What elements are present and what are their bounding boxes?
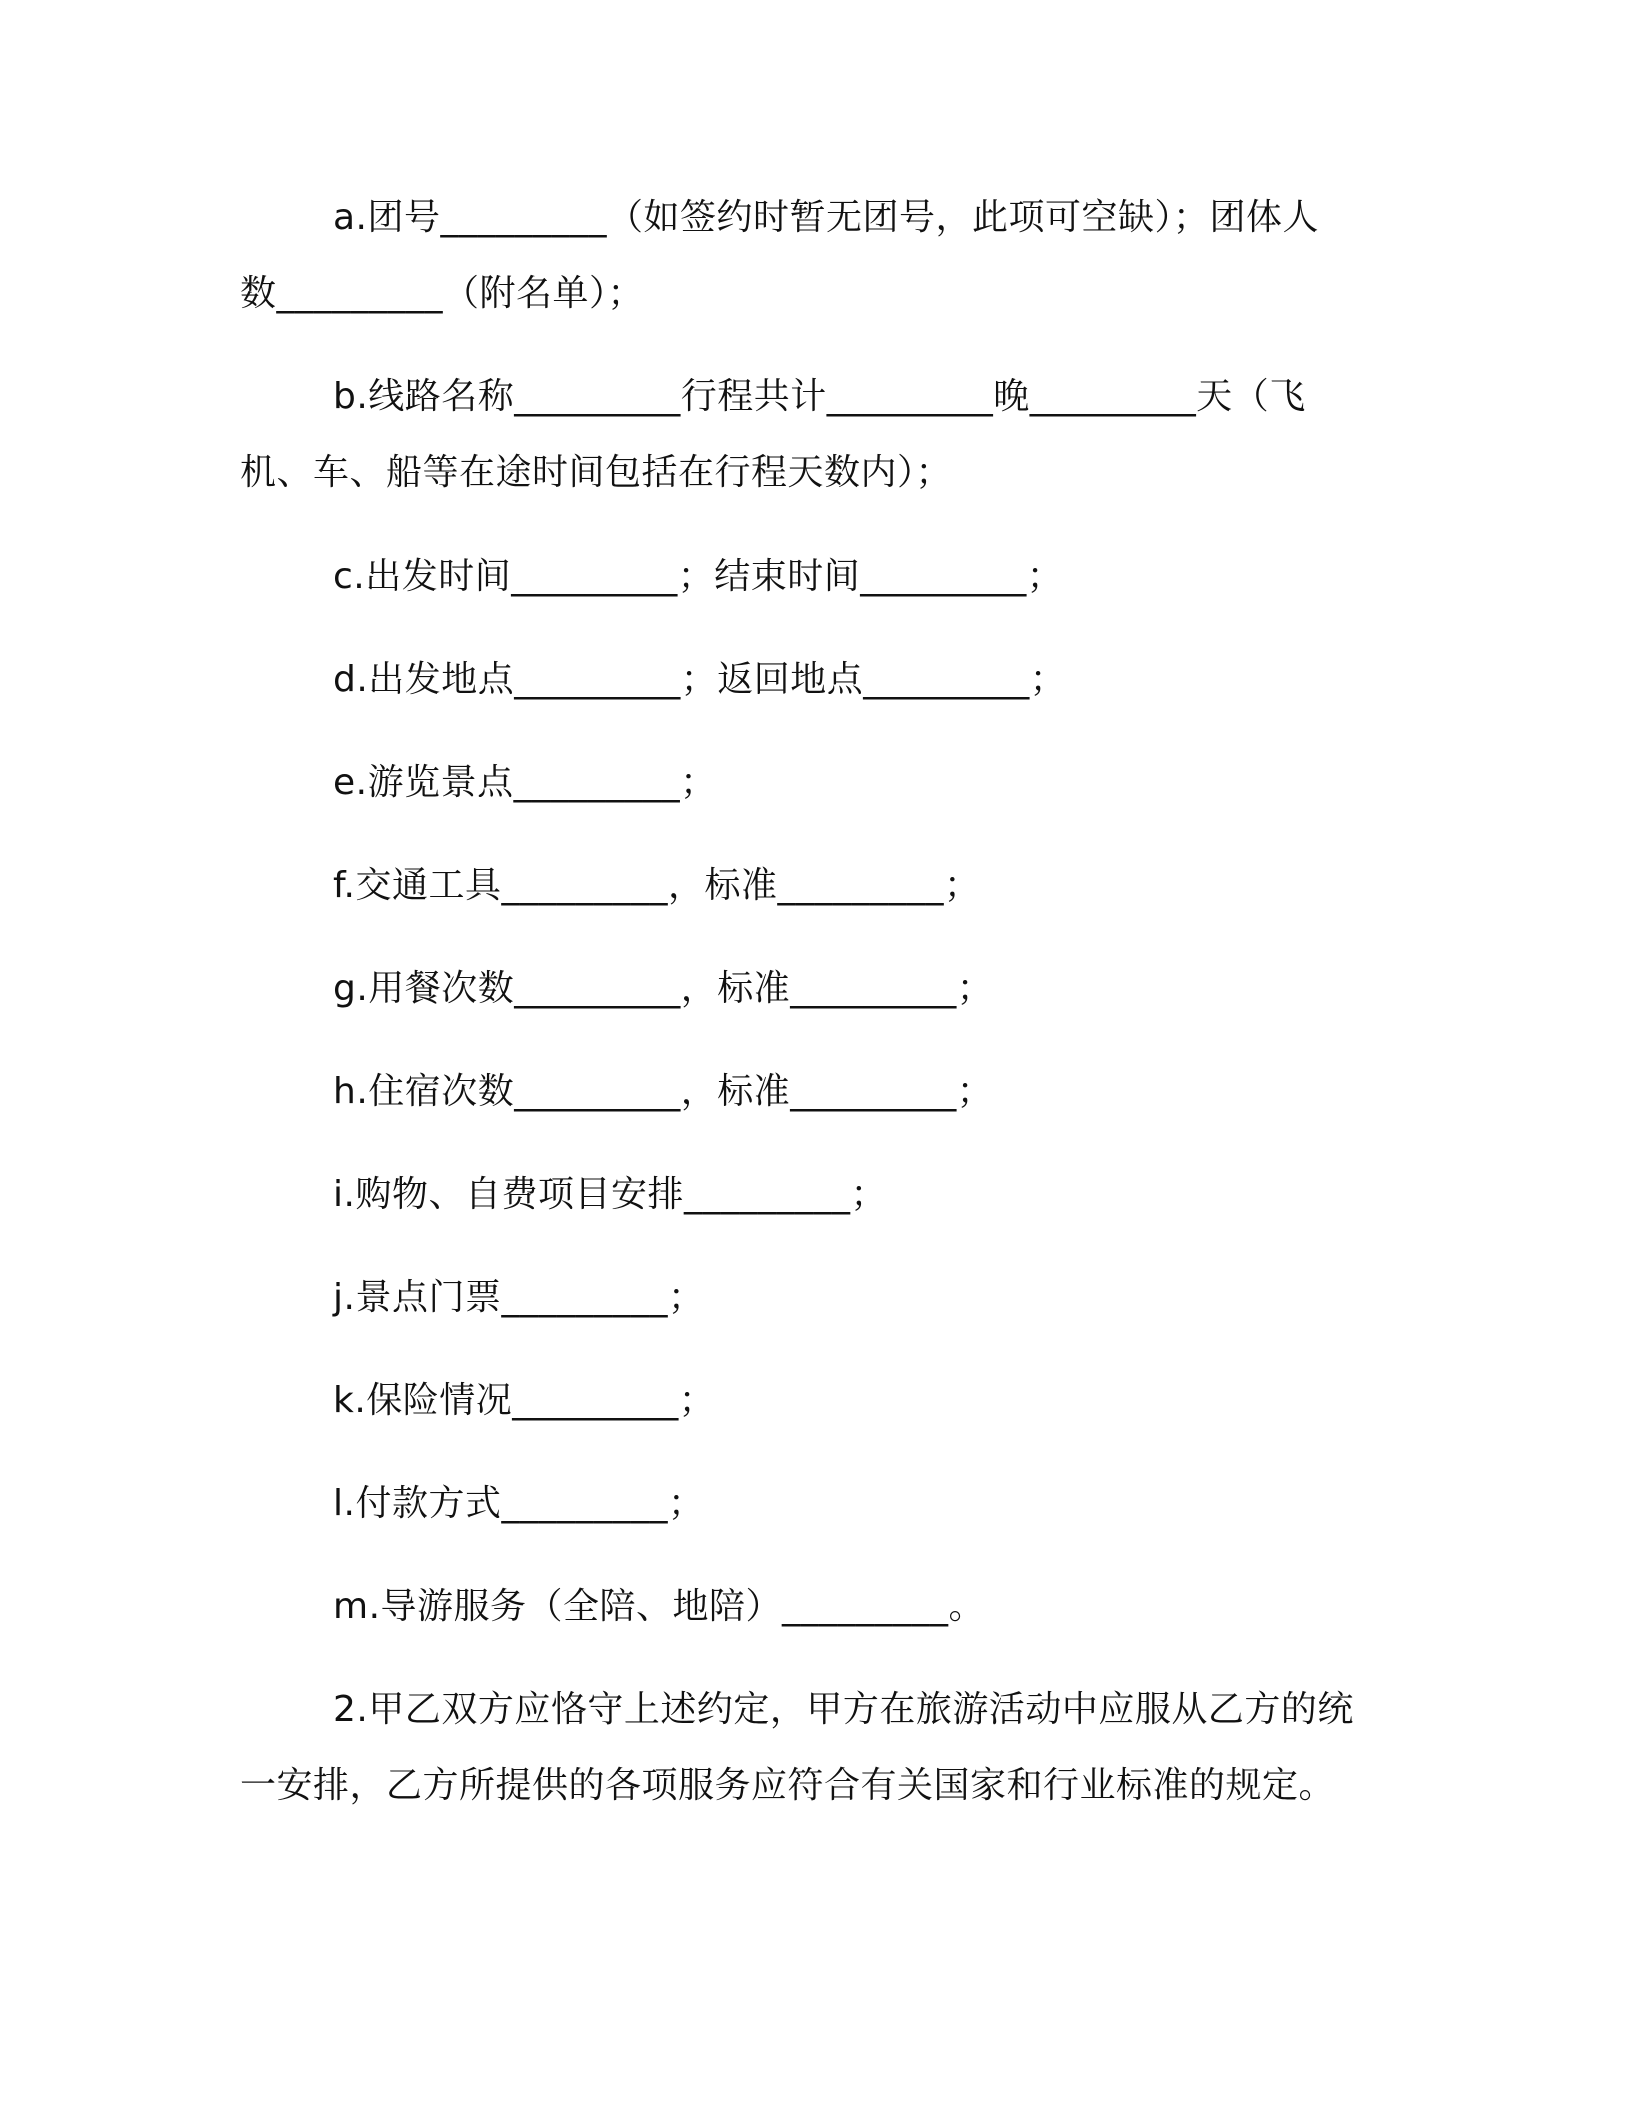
- item-k: k.保险情况_________；: [333, 1380, 716, 1421]
- item-b-line-1: b.线路名称_________行程共计_________晚_________天（飞: [333, 376, 1306, 417]
- item-h: h.住宿次数_________，标准_________；: [333, 1071, 994, 1112]
- item-b-line-2: 机、车、船等在途时间包括在行程天数内）；: [240, 452, 953, 493]
- item-l: l.付款方式_________；: [333, 1483, 705, 1524]
- item-f: f.交通工具_________，标准_________；: [333, 865, 981, 906]
- item-e: e.游览景点_________；: [333, 762, 717, 803]
- item-d: d.出发地点_________；返回地点_________；: [333, 659, 1067, 700]
- clause-2-line-1: 2.甲乙双方应恪守上述约定，甲方在旅游活动中应服从乙方的统: [333, 1689, 1354, 1730]
- item-j: j.景点门票_________；: [333, 1277, 705, 1318]
- item-a-line-1: a.团号_________（如签约时暂无团号，此项可空缺）；团体人: [333, 197, 1320, 238]
- item-c: c.出发时间_________；结束时间_________；: [333, 556, 1064, 597]
- clause-2-line-2: 一安排，乙方所提供的各项服务应符合有关国家和行业标准的规定。: [240, 1765, 1336, 1806]
- item-a-line-2: 数_________（附名单）；: [240, 273, 645, 314]
- item-g: g.用餐次数_________，标准_________；: [333, 968, 994, 1009]
- item-i: i.购物、自费项目安排_________；: [333, 1174, 887, 1215]
- item-m: m.导游服务（全陪、地陪）_________。: [333, 1586, 986, 1627]
